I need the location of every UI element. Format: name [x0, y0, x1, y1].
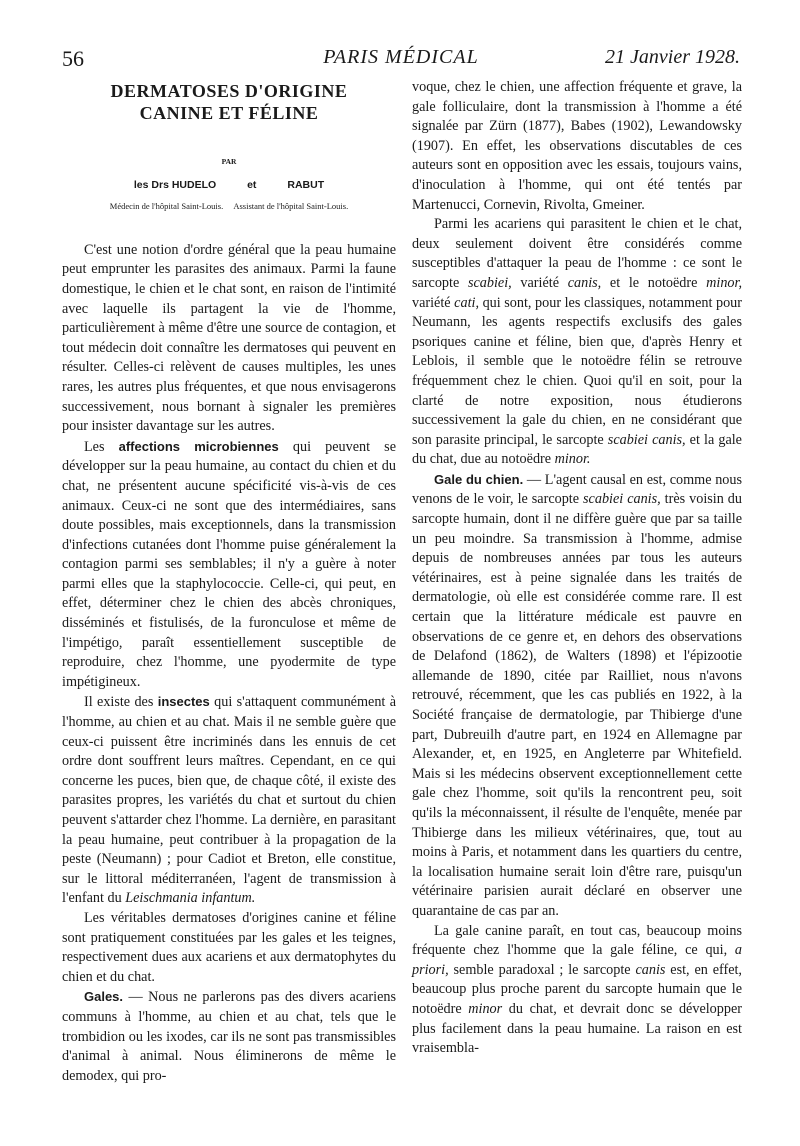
text-run: qui peuvent se développer sur la peau humaine, au contact du chien et du chat, ne présentent aucune spécificité vis-à-vis de ces animaux. Ceux-ci ne sont que des intermédiaires, sans doute possibles, mais exceptionnels, dans la transmission d'infections cutanées dont l'homme puise généralement la contagion parmi ses semblables; il n'y a guère à noter parmi elles que la staphylococcie. Celle-ci, qui peut, en effet, déterminer chez le chien des abcès chroniques, disséminés et fistulisés, de la furonculose et même de l'impétigo, paraît essentiellement susceptible de reproduire, chez l'homme, une pyodermite de type impétigineux. — [62, 438, 396, 690]
right-column — [412, 78, 742, 1059]
journal-title: PARIS MÉDICAL — [323, 46, 479, 68]
italic-run: Leischmania infantum. — [125, 890, 256, 907]
text-run: qui sont, pour les classiques, notamment pour Neumann, les agents respectifs exclusifs des gales psoriques canine et féline, bien que, d'après Henry et Leblois, il semble que le notoëdre félin se retrouve fréquemment chez le chien. Quoi qu'il en soit, pour la clarté de notre exposition, nous étudierons successivement la gale du chien, en ne considérant que son parasite principal, le sarcopte — [412, 294, 742, 448]
italic-run: scabiei canis, — [583, 491, 661, 508]
italic-run: scabiei, — [467, 274, 512, 291]
affiliations — [62, 197, 396, 217]
text-run: du chat, et devrait donc se développer plus facilement dans la peau humaine. La raison en est vraisembla- — [412, 1000, 742, 1057]
par-label: PAR — [221, 157, 237, 166]
authors — [62, 176, 396, 196]
text-run: et la gale du chat, due au notoëdre — [412, 431, 742, 468]
page-number: 56 — [62, 46, 84, 71]
author-1: les Drs HUDELO — [133, 178, 217, 191]
text-run: variété — [412, 294, 455, 311]
paragraph-intro: C'est une notion d'ordre général que la peau humaine peut emprunter les parasites des animaux. Parmi la faune domestique, le chien et le chat sont, en raison de l'intimité avec laquelle ils partagent la vie de l'homme, particulièrement à même d'être une source de contagion, et tout médecin doit connaître les dermatoses qui peuvent en résulter. Celles-ci relèvent de causes multiples, les unes rares, les autres plus fréquentes, et que nous envisagerons successivement, nous bornant à signaler les premières pour insister davantage sur les autres. — [62, 241, 396, 435]
paragraph-insects — [62, 692, 396, 909]
text-run: est, en effet, beaucoup plus proche parent du sarcopte humain que le notoëdre — [412, 961, 742, 1017]
paragraph-microbial — [62, 437, 396, 693]
text-run: Les — [84, 438, 119, 455]
italic-run: minor. — [554, 451, 591, 468]
issue-date: 21 Janvier 1928. — [605, 46, 740, 68]
text-run: — L'agent causal en est, comme nous venons de le voir, le sarcopte — [412, 471, 742, 508]
text-run: et le notoëdre — [601, 274, 707, 291]
italic-run: cati, — [454, 294, 479, 311]
paragraph-gales — [62, 987, 396, 1086]
author-conjunction: et — [247, 178, 257, 191]
affiliation-2: Assistant de l'hôpital Saint-Louis. — [233, 201, 349, 212]
heading-insectes: insectes — [157, 694, 210, 710]
heading-affections-microbiennes: affections microbiennes — [118, 438, 279, 454]
title-line-2: CANINE ET FÉLINE — [139, 103, 319, 123]
italic-run: canis, — [567, 274, 602, 291]
text-run: Parmi les acariens qui parasitent le chien et le chat, deux seulement doivent être considérés comme susceptibles d'attaquer la peau de l'homme : ce sont le sarcopte — [412, 216, 742, 291]
text-run: — Nous ne parlerons pas des divers acariens communs à l'homme, au chien et au chat, tels que le trombidion ou les ixodes, car ils ne sont pas transmissibles d'animal à animal. Nous éliminerons de même le demodex, qui pro- — [62, 989, 396, 1084]
italic-run: a priori, — [412, 942, 742, 978]
title-line-1: DERMATOSES D'ORIGINE — [110, 81, 348, 101]
text-run: Il existe des — [84, 694, 158, 711]
text-run: qui s'attaquent communément à l'homme, au chien et au chat. Mais il ne semble guère que ceux-ci puissent être incriminés dans les ennuis de cet ordre dont souffrent leurs maîtres. Cependant, en ce qui concerne les puces, bien que, de chaque côté, il existe des parasites propres, les variétés du chat et surtout du chien peuvent s'attarder chez l'homme. La dernière, en parasitant la peau humaine, peut contribuer à la propagation de la peste (Neumann) ; pour Cadiot et Breton, elle constitue, sur le littoral méditerranéen, l'agent de transmission à l'enfant du — [62, 694, 396, 907]
text-run: très voisin du sarcopte humain, dont il ne diffère guère que par sa taille un peu moindre. Sa transmission à l'homme, admise depuis de nombreuses années par tous les auteurs vétérinaires, est à peine signalée dans les traités de dermatologie, où elle est considérée comme rare. Il est certain que la littérature médicale est pauvre en observations de ce genre et, en dehors des observations de Delafond (1862), de Walters (1898) et l'épizootie allemande de 1890, citée par Railliet, nous n'avons retrouvé, récemment, que les cas publiés en 1922, à la Société française de dermatologie, par Thibierge d'une part, Dubreuilh d'autre part, en 1924 en Allemagne par Alexander, et, en 1925, en Angleterre par Whitefield. Mais si les médecins observent exceptionnellement cette gale chez l'homme, soit qu'ils la rencontrent peu, soit qu'ils la méconnaissent, il résulte de l'enquête, menée par Thibierge dans les milieux vétérinaires, que, tout au moins à Paris, et notamment dans les quartiers du centre, la localisation humaine serait loin d'être rare, puisqu'un vétérinaire parisien aurait déclaré en observer une quarantaine de cas par an. — [412, 491, 742, 919]
paragraph-acariens — [412, 215, 742, 470]
left-column — [62, 78, 396, 1086]
page-header — [62, 46, 740, 70]
italic-run: scabiei canis, — [607, 431, 686, 448]
paragraph-true-dermatoses: Les véritables dermatoses d'origines canine et féline sont pratiquement constituées par les gales et les teignes, respectivement dues aux acariens et aux dermatophytes du chien et du chat. — [62, 909, 396, 985]
author-2: RABUT — [287, 178, 325, 191]
paragraph-gale-du-chien — [412, 470, 742, 922]
paragraph-continuation: voque, chez le chien, une affection fréquente et grave, la gale folliculaire, dont la transmission à l'homme a été signalée par Zürn (1877), Babes (1902), Lewandowsky (1907). En effet, les observations discutables de ces auteurs sont en opposition avec les essais, toujours vains, d'inoculation à l'homme, qui ont été tentés par Martenucci, Cornevin, Rivolta, Gmeiner. — [412, 79, 742, 213]
article-title — [62, 80, 396, 124]
affiliation-1: Médecin de l'hôpital Saint-Louis. — [109, 201, 224, 212]
heading-gales: Gales. — [84, 989, 124, 1005]
paragraph-gale-canine — [412, 922, 742, 1059]
italic-run: minor, — [706, 274, 742, 291]
text-run: semble paradoxal ; le sarcopte — [448, 961, 636, 978]
text-run: La gale canine paraît, en tout cas, beaucoup moins fréquente chez l'homme que la gale féline, ce qui, — [412, 922, 742, 959]
heading-gale-du-chien: Gale du chien. — [434, 471, 524, 487]
italic-run: canis — [635, 961, 666, 978]
italic-run: minor — [468, 1000, 503, 1017]
text-run: variété — [511, 274, 568, 291]
